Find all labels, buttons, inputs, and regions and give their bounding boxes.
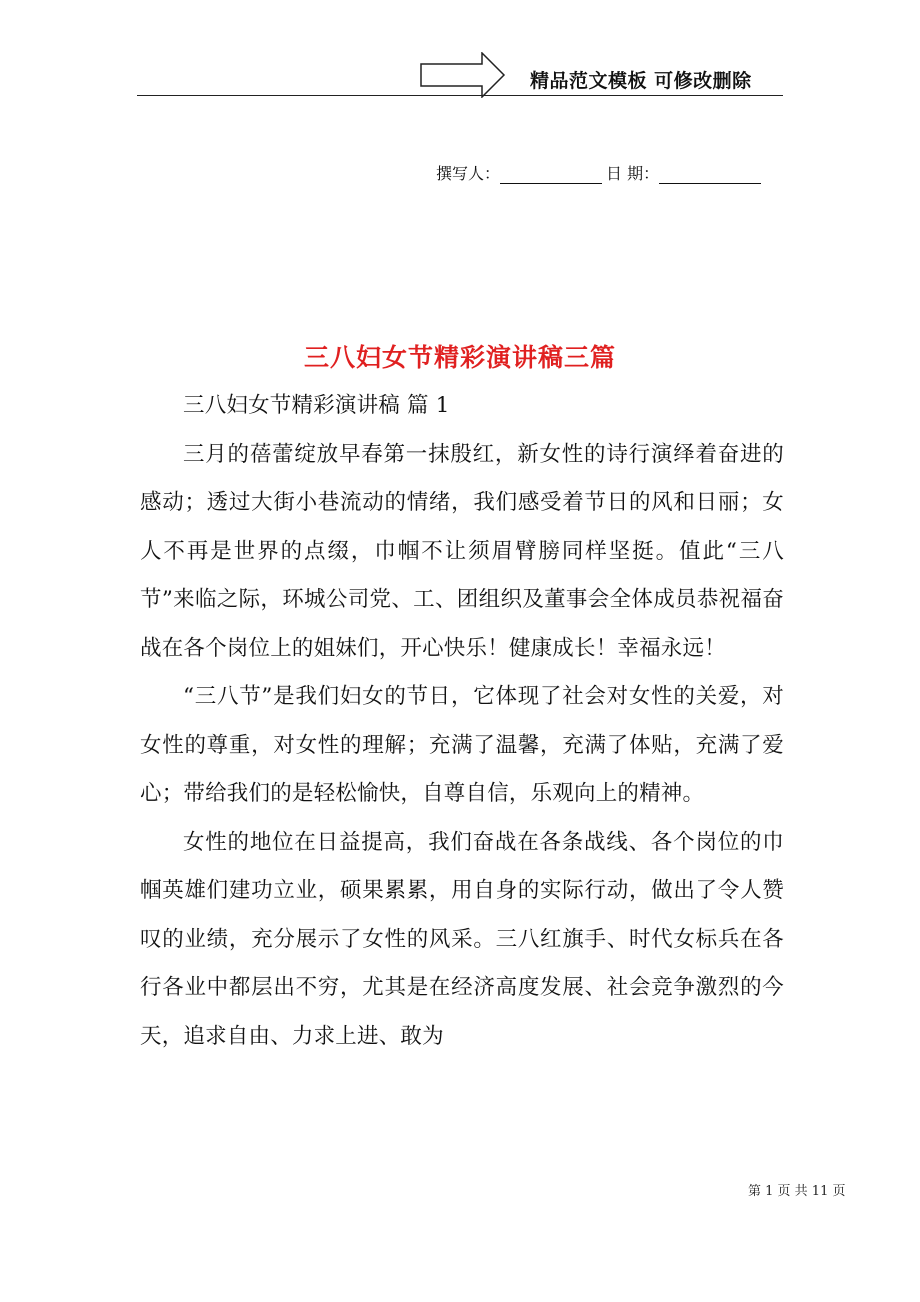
header-divider: [137, 95, 783, 96]
date-label: 日 期：: [606, 164, 660, 183]
paragraph: 女性的地位在日益提高，我们奋战在各条战线、各个岗位的巾帼英雄们建功立业，硕果累累，用自身的实际行动，做出了令人赞叹的业绩，充分展示了女性的风采。三八红旗手、时代女标兵在各行各业中都层出不穷，尤其是在经济高度发展、社会竞争激烈的今天，追求自由、力求上进、敢为: [140, 829, 784, 1049]
date-blank: [659, 165, 761, 184]
page-number: 第 1 页 共 11 页: [748, 1184, 846, 1199]
document-title: 三八妇女节精彩演讲稿三篇: [303, 343, 616, 372]
arrow-icon: [420, 52, 506, 98]
document-body: [140, 382, 784, 1061]
author-label: 撰写人：: [436, 164, 501, 183]
author-date-line: [436, 160, 761, 184]
paragraph: 三月的蓓蕾绽放早春第一抹殷红，新女性的诗行演绎着奋进的感动；透过大街小巷流动的情绪，我们感受着节日的风和日丽；女人不再是世界的点缀，巾帼不让须眉臂膀同样坚挺。值此“三八节”来临之际，环城公司党、工、团组织及董事会全体成员恭祝福奋战在各个岗位上的姐妹们，开心快乐！健康成长！幸福永远！: [140, 441, 784, 661]
paragraph: “三八节”是我们妇女的节日，它体现了社会对女性的关爱，对女性的尊重，对女性的理解；充满了温馨，充满了体贴，充满了爱心；带给我们的是轻松愉快，自尊自信，乐观向上的精神。: [140, 684, 784, 806]
author-blank: [500, 165, 602, 184]
header-banner: 精品范文模板 可修改删除: [530, 70, 752, 92]
section-heading: 三八妇女节精彩演讲稿 篇 1: [183, 393, 450, 418]
